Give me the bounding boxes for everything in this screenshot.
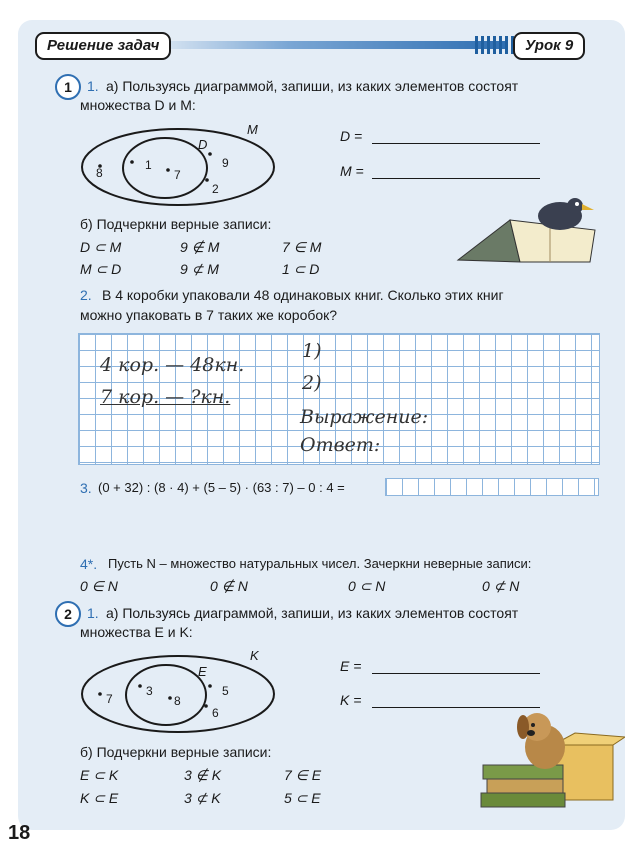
set-d-ellipse — [123, 138, 207, 198]
task-1-3-number: 3. — [80, 480, 92, 496]
record[interactable]: 1 ⊂ D — [282, 261, 320, 277]
record[interactable]: 0 ∈ N — [80, 578, 118, 594]
answer-e-line[interactable] — [372, 673, 540, 674]
book-crow-illustration — [450, 190, 600, 270]
hand-expression: Выражение: — [300, 406, 429, 428]
label-k: K — [250, 648, 259, 663]
task-1-1b-text: б) Подчеркни верные записи: — [80, 216, 272, 232]
task-1-2-text: В 4 коробки упаковали 48 одинаковых книг. Сколько этих книг — [102, 287, 504, 303]
element-8: 8 — [174, 694, 181, 708]
record[interactable]: D ⊂ M — [80, 239, 122, 255]
record[interactable]: K ⊂ E — [80, 790, 119, 806]
answer-m-label: M = — [340, 163, 364, 179]
lesson-badge: Урок 9 — [513, 32, 585, 60]
answer-cells[interactable] — [385, 478, 599, 496]
dog-books-illustration — [475, 705, 625, 815]
answer-k-label: K = — [340, 692, 362, 708]
record[interactable]: 9 ⊄ M — [180, 261, 219, 277]
element-9: 9 — [222, 156, 229, 170]
point — [208, 684, 212, 688]
element-3: 3 — [146, 684, 153, 698]
answer-e-label: E = — [340, 658, 362, 674]
record[interactable]: E ⊂ K — [80, 767, 119, 783]
task-2-1-text-cont: множества E и K: — [80, 624, 193, 640]
hand-answer: Ответ: — [300, 434, 381, 456]
task-1-1-text-cont: множества D и M: — [80, 97, 196, 113]
task-2-1-text: а) Пользуясь диаграммой, запиши, из каких элементов состоят — [106, 605, 519, 621]
record[interactable]: M ⊂ D — [80, 261, 122, 277]
header — [35, 32, 615, 58]
point — [130, 160, 134, 164]
element-2: 2 — [212, 182, 219, 196]
task-1-2-text-cont: можно упаковать в 7 таких же коробок? — [80, 307, 338, 323]
element-1: 1 — [145, 158, 152, 172]
record[interactable]: 0 ⊂ N — [348, 578, 386, 594]
point — [166, 168, 170, 172]
set-e-ellipse — [126, 665, 206, 725]
record[interactable]: 3 ∉ K — [184, 767, 222, 783]
hand-step-2: 2) — [302, 372, 322, 394]
task-1-4-text: Пусть N – множество натуральных чисел. Зачеркни неверные записи: — [108, 556, 532, 571]
point — [208, 152, 212, 156]
label-e: E — [198, 664, 207, 679]
record[interactable]: 0 ⊄ N — [482, 578, 520, 594]
record[interactable]: 3 ⊄ K — [184, 790, 221, 806]
point — [204, 704, 208, 708]
block-2-number: 2 — [55, 601, 81, 627]
record[interactable]: 7 ∈ E — [284, 767, 322, 783]
task-1-1-text: а) Пользуясь диаграммой, запиши, из каких элементов состоят — [106, 78, 519, 94]
element-6: 6 — [212, 706, 219, 720]
record[interactable]: 9 ∉ M — [180, 239, 220, 255]
record[interactable]: 5 ⊂ E — [284, 790, 321, 806]
element-7: 7 — [106, 692, 113, 706]
answer-d-line[interactable] — [372, 143, 540, 144]
point — [168, 696, 172, 700]
point — [138, 684, 142, 688]
hand-row-2: 7 кор. — ?кн. — [100, 386, 231, 408]
answer-d-label: D = — [340, 128, 363, 144]
element-8: 8 — [96, 166, 103, 180]
task-1-2-number: 2. — [80, 287, 92, 303]
label-m: M — [247, 122, 258, 137]
record[interactable]: 0 ∉ N — [210, 578, 248, 594]
answer-m-line[interactable] — [372, 178, 540, 179]
point — [98, 692, 102, 696]
hand-step-1: 1) — [302, 340, 322, 362]
header-bar — [145, 41, 505, 49]
topic-badge: Решение задач — [35, 32, 171, 60]
element-7: 7 — [174, 168, 181, 182]
task-2-1b-text: б) Подчеркни верные записи: — [80, 744, 272, 760]
point — [205, 178, 209, 182]
label-d: D — [198, 137, 208, 152]
record[interactable]: 7 ∈ M — [282, 239, 322, 255]
hand-row-1: 4 кор. — 48кн. — [100, 354, 245, 376]
block-1-number: 1 — [55, 74, 81, 100]
task-1-4-number: 4*. — [80, 556, 98, 572]
task-1-3-expression: (0 + 32) : (8 · 4) + (5 – 5) · (63 : 7) – 0 : 4 = — [98, 480, 345, 495]
task-1-1-number: 1. — [87, 78, 99, 94]
page-number: 18 — [8, 822, 31, 844]
element-5: 5 — [222, 684, 229, 698]
task-2-1-number: 1. — [87, 605, 99, 621]
